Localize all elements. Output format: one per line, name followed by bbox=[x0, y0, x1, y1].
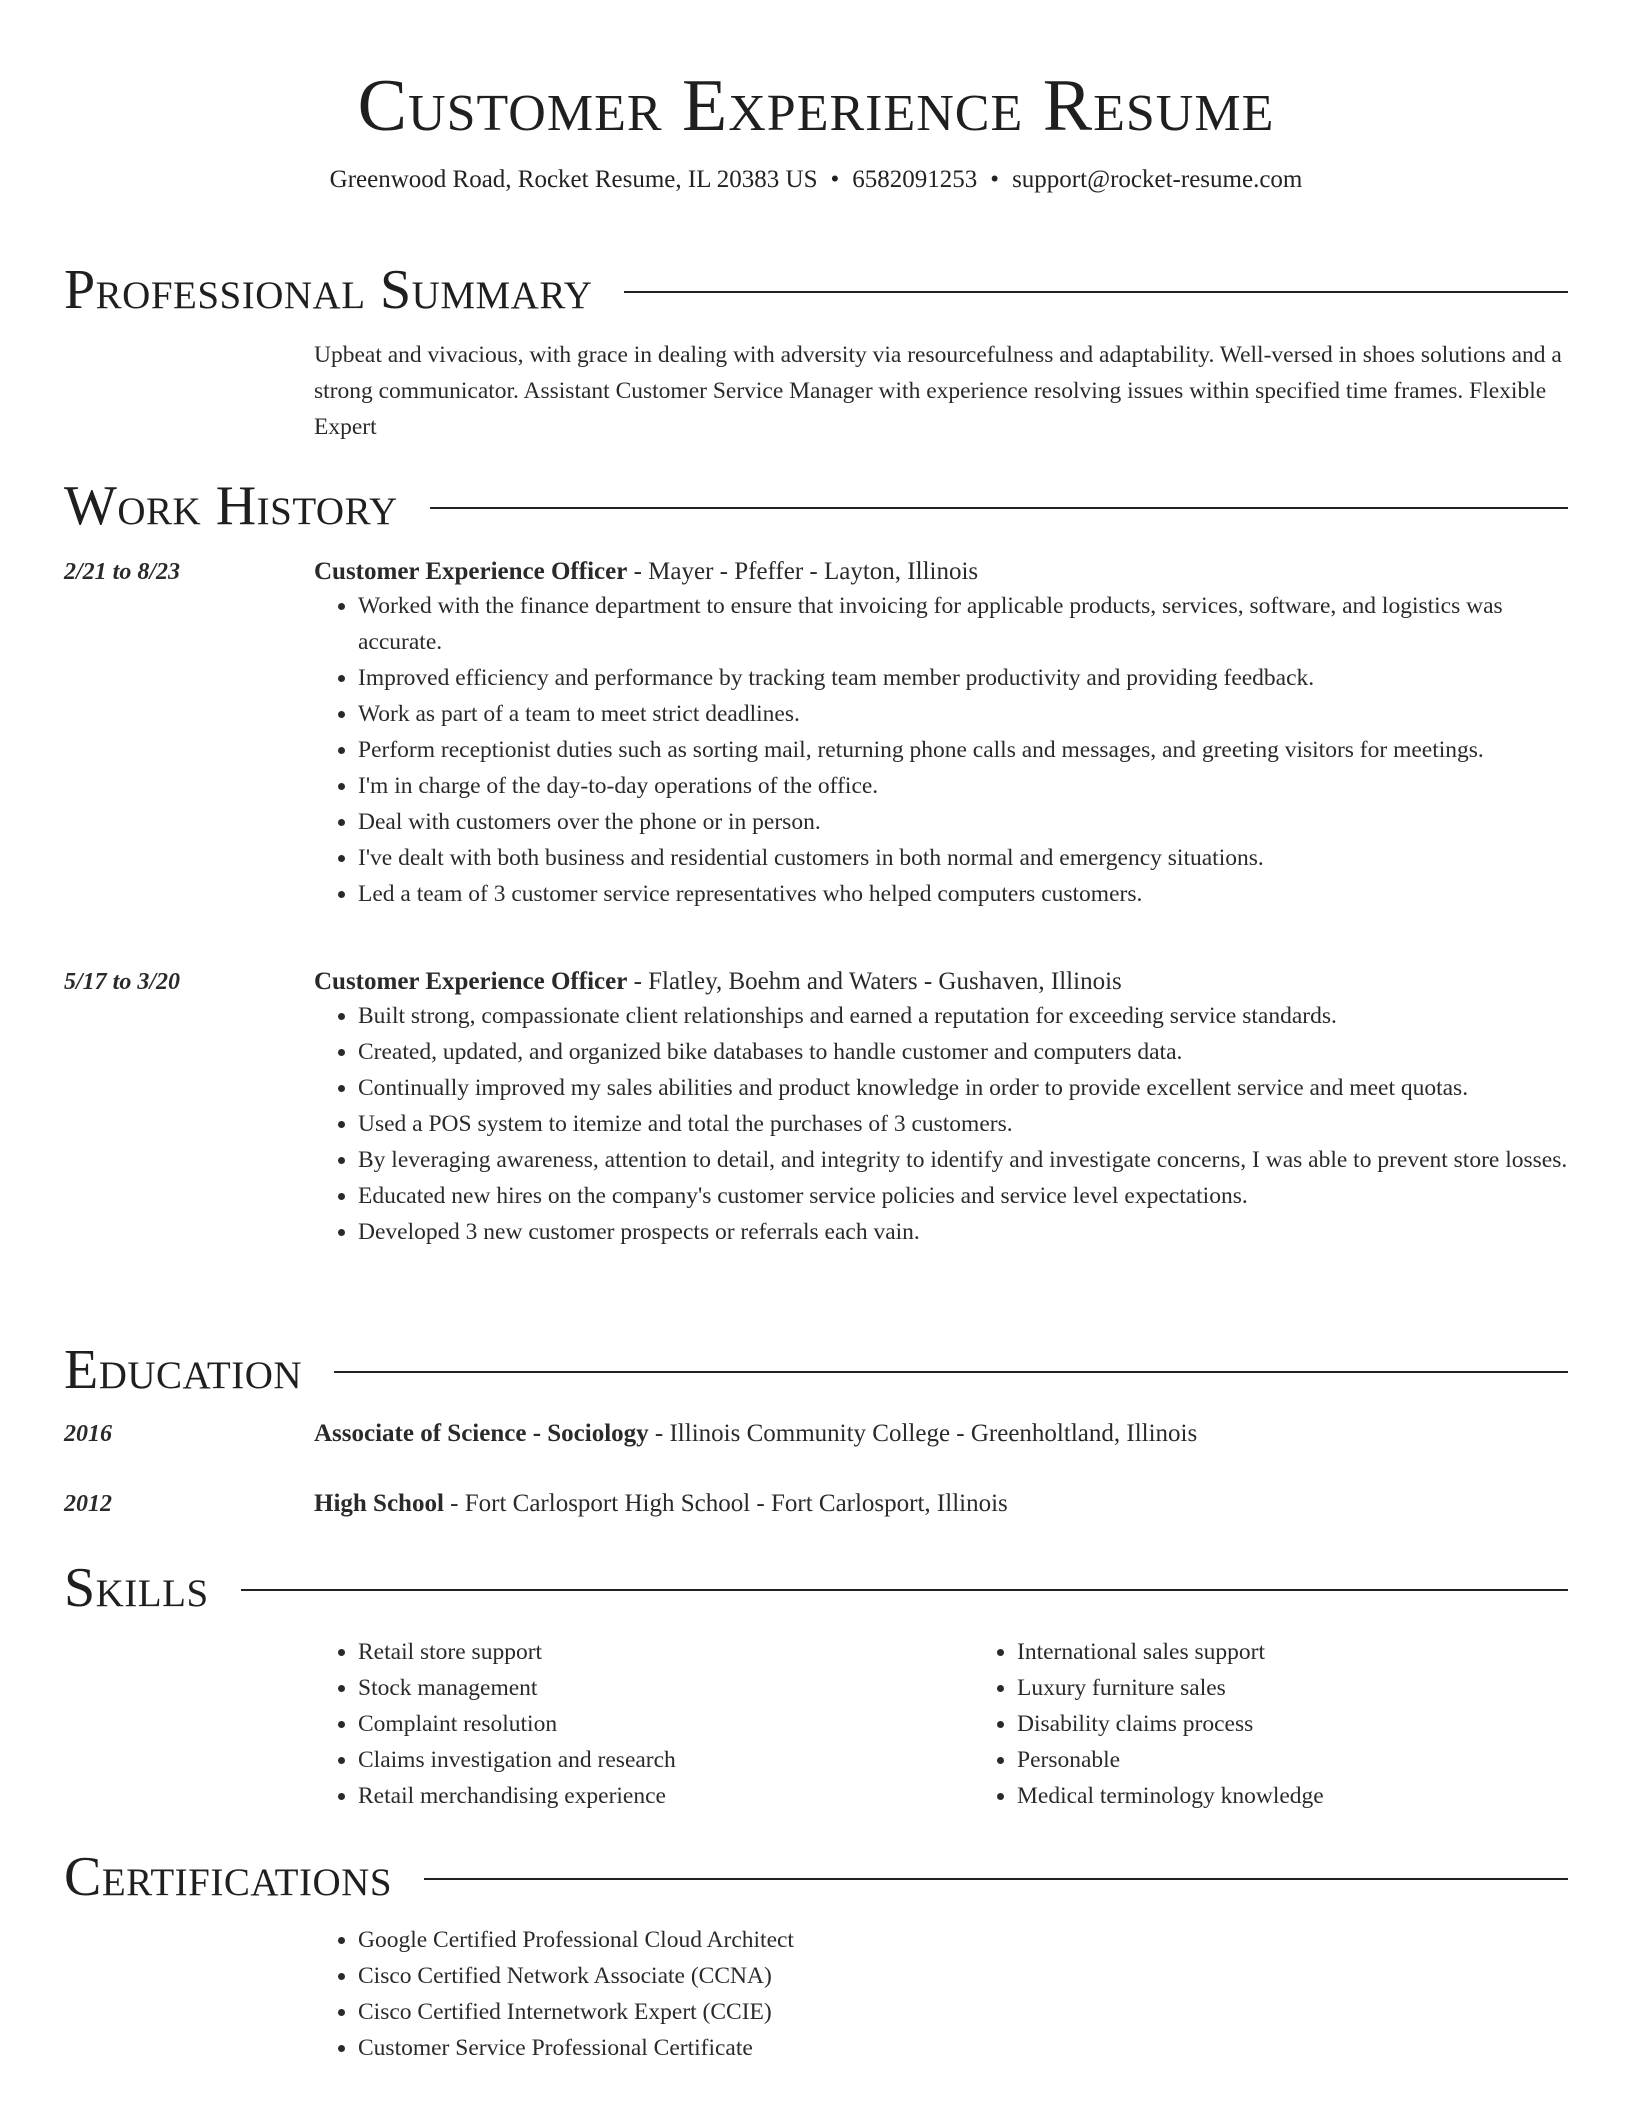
contact-phone: 6582091253 bbox=[852, 166, 978, 193]
contact-email: support@rocket-resume.com bbox=[1012, 166, 1303, 193]
section-header-summary bbox=[64, 258, 1568, 322]
list-item: • Personable bbox=[1017, 1742, 1632, 1778]
skills-list-left bbox=[314, 1634, 973, 1814]
list-item: • International sales support bbox=[1017, 1634, 1632, 1670]
list-item: • Deal with customers over the phone or in person. bbox=[358, 804, 1568, 840]
list-item: • Customer Service Professional Certificate bbox=[358, 2030, 1568, 2066]
section-title-skills: Skills bbox=[64, 1557, 209, 1619]
certifications-row bbox=[64, 1922, 1568, 2066]
list-item: • Complaint resolution bbox=[358, 1706, 973, 1742]
section-header-work-history bbox=[64, 474, 1568, 538]
job-entry bbox=[64, 556, 1568, 912]
section-divider bbox=[624, 291, 1568, 293]
skills-list-right bbox=[973, 1634, 1632, 1814]
list-item: • Educated new hires on the company's customer service policies and service level expectations. bbox=[358, 1178, 1568, 1214]
list-item: • Disability claims process bbox=[1017, 1706, 1632, 1742]
list-item: • Luxury furniture sales bbox=[1017, 1670, 1632, 1706]
education-entry bbox=[64, 1418, 1568, 1450]
education-school: - Illinois Community College - Greenholtland, Illinois bbox=[648, 1420, 1198, 1447]
education-degree: High School bbox=[314, 1490, 444, 1517]
section-header-skills bbox=[64, 1556, 1568, 1620]
summary-row bbox=[64, 337, 1568, 445]
list-item: • Work as part of a team to meet strict deadlines. bbox=[358, 696, 1568, 732]
section-title-certifications: Certifications bbox=[64, 1846, 393, 1908]
contact-separator: • bbox=[830, 166, 840, 193]
job-bullets bbox=[314, 588, 1568, 912]
list-item: • I'm in charge of the day-to-day operations of the office. bbox=[358, 768, 1568, 804]
section-divider bbox=[334, 1371, 1568, 1373]
list-item: • Retail merchandising experience bbox=[358, 1778, 973, 1814]
education-degree: Associate of Science - Sociology bbox=[314, 1420, 649, 1447]
job-dates: 5/17 to 3/20 bbox=[64, 969, 181, 995]
job-employer: - Flatley, Boehm and Waters - Gushaven, Illinois bbox=[627, 968, 1122, 995]
contact-address: Greenwood Road, Rocket Resume, IL 20383 US bbox=[329, 166, 818, 193]
list-item: • Claims investigation and research bbox=[358, 1742, 973, 1778]
contact-line bbox=[64, 164, 1568, 196]
job-entry bbox=[64, 966, 1568, 1250]
list-item: • Used a POS system to itemize and total the purchases of 3 customers. bbox=[358, 1106, 1568, 1142]
list-item: • Built strong, compassionate client relationships and earned a reputation for exceeding service standards. bbox=[358, 998, 1568, 1034]
list-item: • Cisco Certified Internetwork Expert (CCIE) bbox=[358, 1994, 1568, 2030]
section-divider bbox=[430, 507, 1568, 509]
list-item: • Developed 3 new customer prospects or referrals each vain. bbox=[358, 1214, 1568, 1250]
education-year: 2016 bbox=[64, 1421, 112, 1447]
section-title-summary: Professional Summary bbox=[64, 259, 593, 321]
education-year: 2012 bbox=[64, 1491, 112, 1517]
list-item: • By leveraging awareness, attention to detail, and integrity to identify and investigate concerns, I was able to prevent store losses. bbox=[358, 1142, 1568, 1178]
list-item: • I've dealt with both business and residential customers in both normal and emergency situations. bbox=[358, 840, 1568, 876]
list-item: • Medical terminology knowledge bbox=[1017, 1778, 1632, 1814]
education-school: - Fort Carlosport High School - Fort Carlosport, Illinois bbox=[443, 1490, 1008, 1517]
list-item: • Led a team of 3 customer service representatives who helped computers customers. bbox=[358, 876, 1568, 912]
job-heading bbox=[314, 966, 1568, 998]
list-item: • Stock management bbox=[358, 1670, 973, 1706]
skills-row bbox=[64, 1634, 1568, 1814]
list-item: • Retail store support bbox=[358, 1634, 973, 1670]
job-title: Customer Experience Officer bbox=[314, 968, 628, 995]
list-item: • Created, updated, and organized bike databases to handle customer and computers data. bbox=[358, 1034, 1568, 1070]
section-header-certifications bbox=[64, 1845, 1568, 1909]
job-dates: 2/21 to 8/23 bbox=[64, 559, 181, 585]
resume-title: Customer Experience Resume bbox=[357, 65, 1275, 147]
list-item: • Perform receptionist duties such as sorting mail, returning phone calls and messages, and greeting visitors for meetings. bbox=[358, 732, 1568, 768]
list-item: • Continually improved my sales abilities and product knowledge in order to provide excellent service and meet quotas. bbox=[358, 1070, 1568, 1106]
education-entry bbox=[64, 1488, 1568, 1520]
section-title-work-history: Work History bbox=[64, 475, 398, 537]
section-title-education: Education bbox=[64, 1339, 303, 1401]
section-divider bbox=[424, 1878, 1568, 1880]
job-bullets bbox=[314, 998, 1568, 1250]
section-header-education bbox=[64, 1338, 1568, 1402]
list-item: • Cisco Certified Network Associate (CCNA) bbox=[358, 1958, 1568, 1994]
certifications-list bbox=[314, 1922, 1568, 2066]
contact-separator: • bbox=[990, 166, 1000, 193]
section-divider bbox=[241, 1589, 1568, 1591]
list-item: • Google Certified Professional Cloud Architect bbox=[358, 1922, 1568, 1958]
skills-grid bbox=[314, 1634, 1632, 1814]
job-title: Customer Experience Officer bbox=[314, 558, 628, 585]
job-heading bbox=[314, 556, 1568, 588]
job-employer: - Mayer - Pfeffer - Layton, Illinois bbox=[627, 558, 979, 585]
list-item: • Worked with the finance department to ensure that invoicing for applicable products, services, software, and logistics was accurate. bbox=[358, 588, 1568, 660]
summary-text: Upbeat and vivacious, with grace in dealing with adversity via resourcefulness and adaptability. Well-versed in shoes solutions and a strong communicator. Assistant Customer Service Manager with experience resolving issues within specified time frames. Flexible Expert bbox=[314, 342, 1562, 440]
list-item: • Improved efficiency and performance by tracking team member productivity and providing feedback. bbox=[358, 660, 1568, 696]
